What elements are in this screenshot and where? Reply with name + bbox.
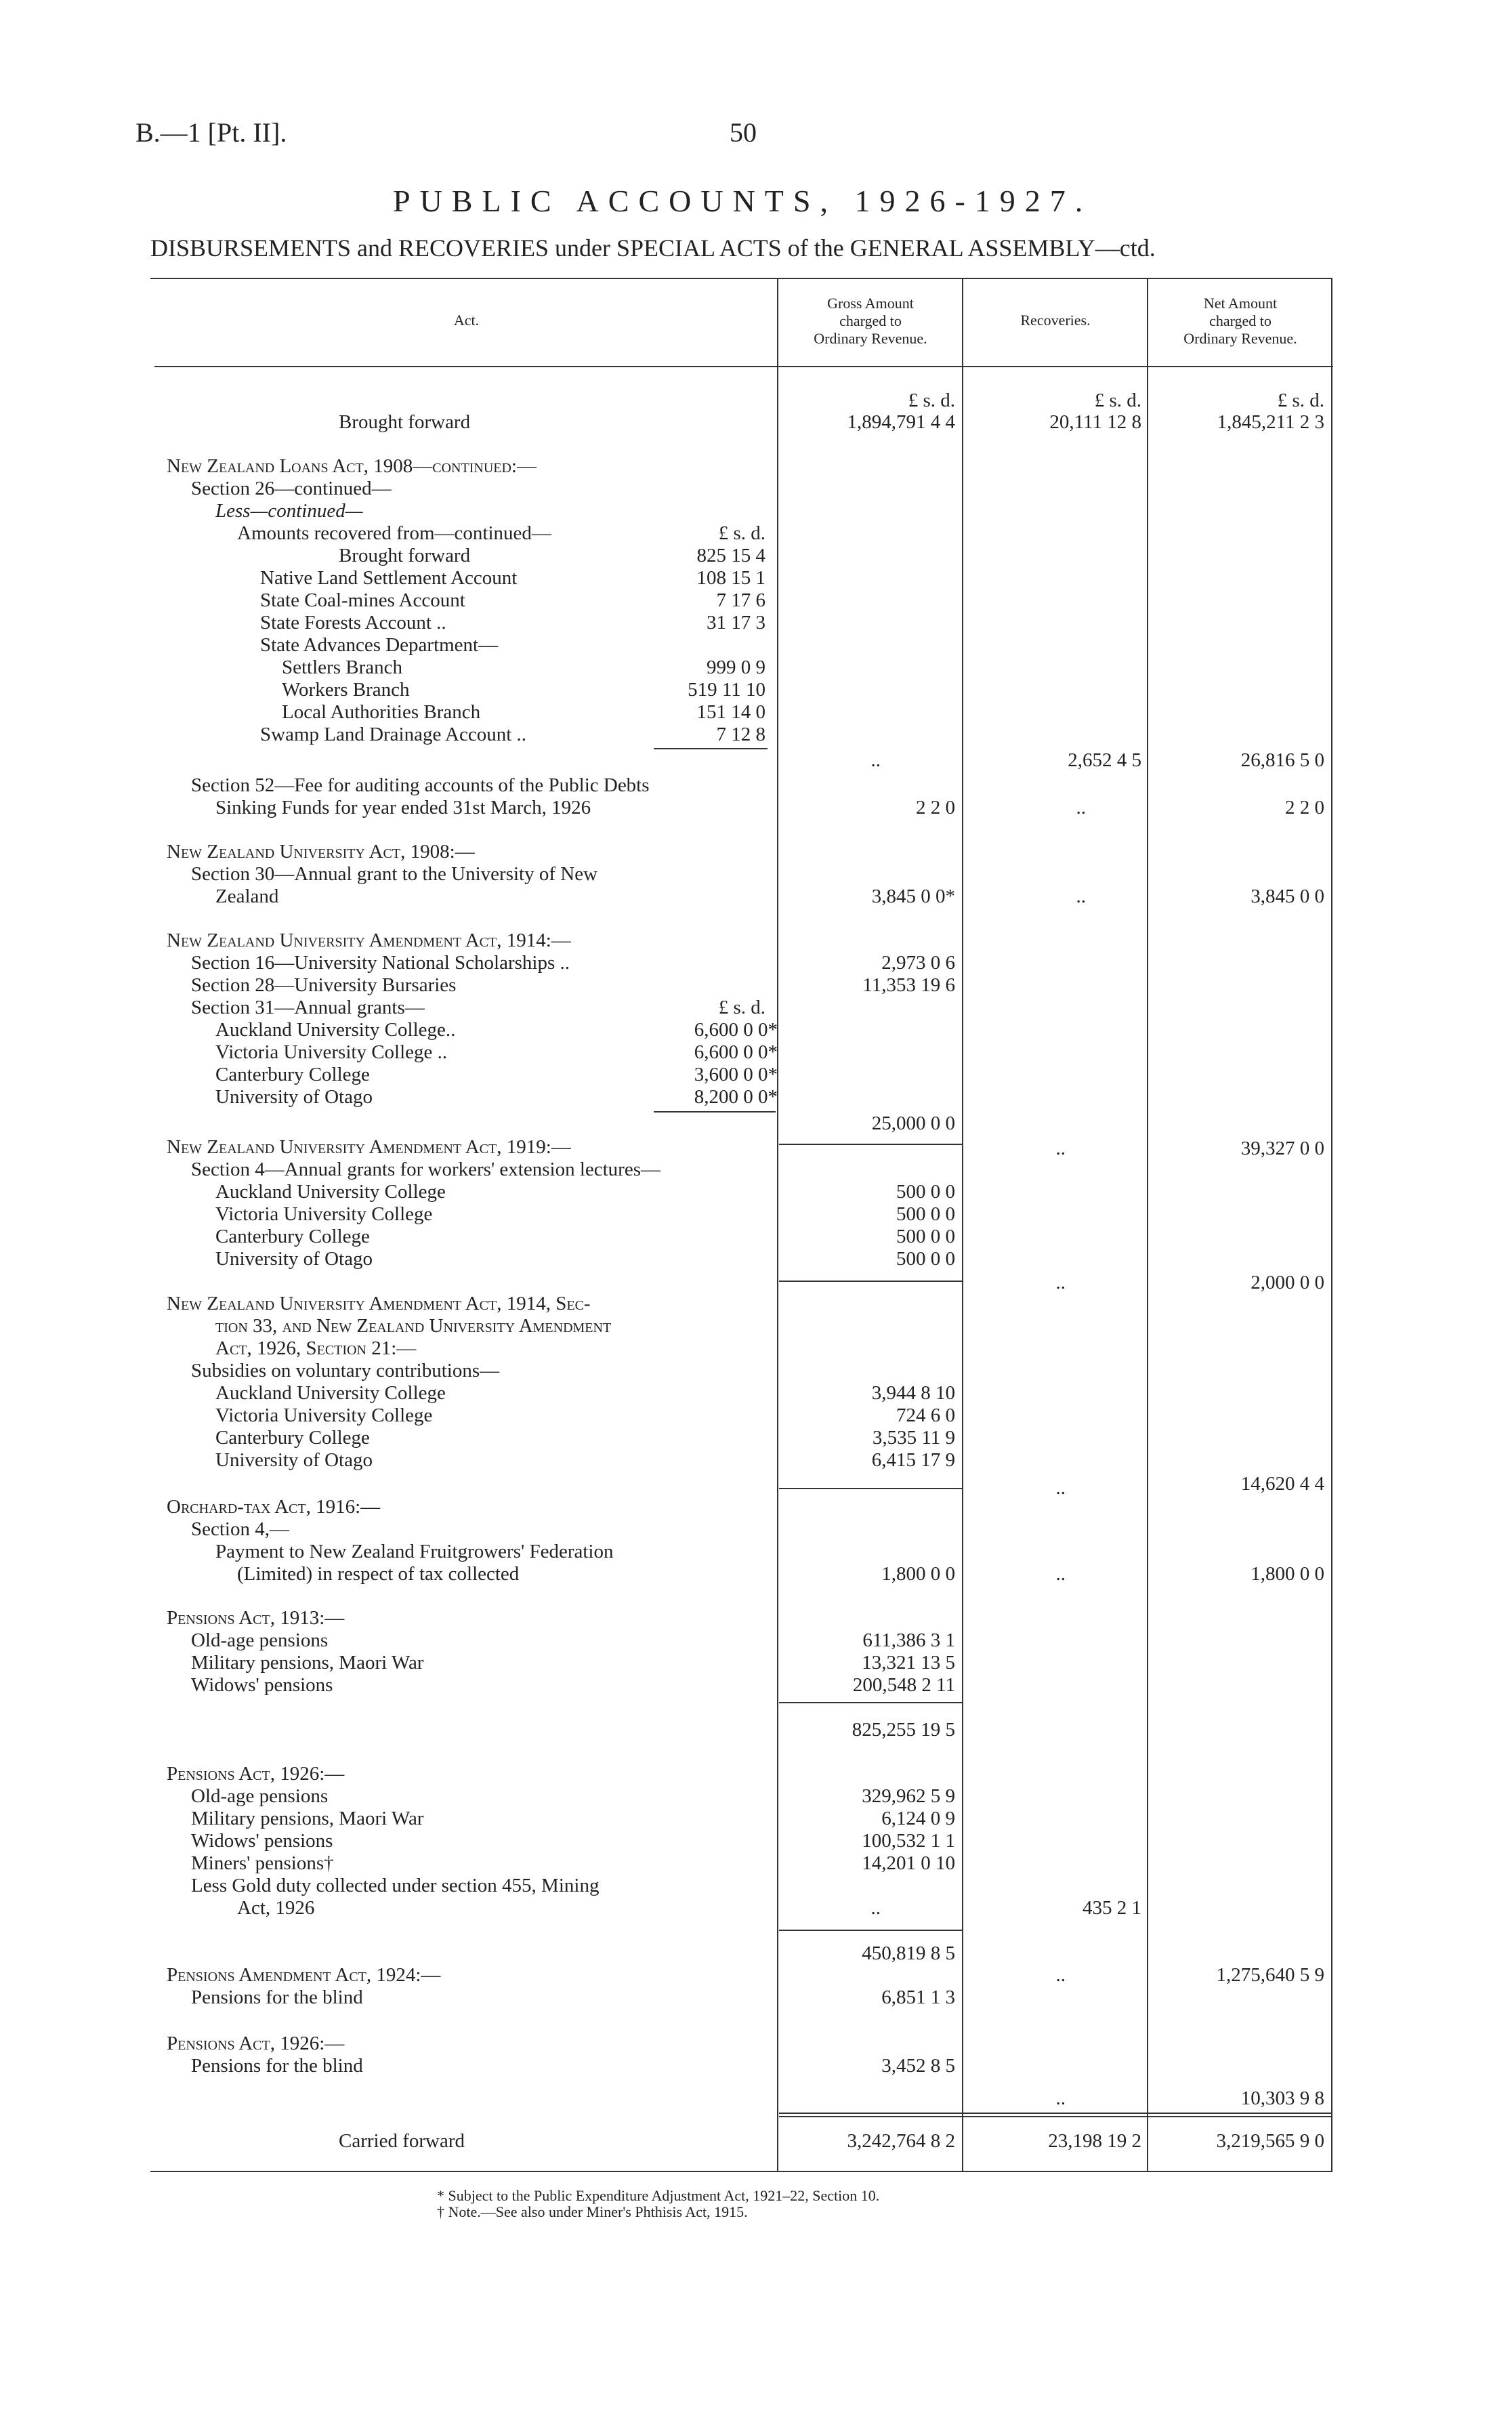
gross-value: .. bbox=[870, 1897, 881, 1919]
list-item: State Forests Account .. bbox=[260, 612, 446, 633]
act-heading: New Zealand University Amendment Act, 1914:— bbox=[167, 930, 571, 951]
list-item: University of Otago bbox=[215, 1449, 373, 1471]
table-top-rule bbox=[150, 278, 1332, 279]
brought-forward-gross: 1,894,791 4 4 bbox=[847, 411, 955, 433]
list-item: Canterbury College bbox=[215, 1427, 370, 1449]
gross-total: 25,000 0 0 bbox=[871, 1112, 955, 1134]
gross-value: 200,548 2 11 bbox=[852, 1674, 955, 1696]
section-line: Section 26—continued— bbox=[191, 478, 392, 499]
list-item-value: 8,200 0 0* bbox=[694, 1086, 778, 1108]
column-divider bbox=[1147, 279, 1148, 2171]
gross-value: 11,353 19 6 bbox=[862, 974, 955, 996]
list-item: Canterbury College bbox=[215, 1226, 370, 1247]
section-line: Section 4,— bbox=[191, 1518, 289, 1540]
gross-total: 825,255 19 5 bbox=[852, 1719, 955, 1741]
column-divider bbox=[1331, 279, 1332, 2171]
list-item: Victoria University College bbox=[215, 1203, 433, 1225]
list-item: Old-age pensions bbox=[191, 1785, 329, 1807]
gross-total: 450,819 8 5 bbox=[862, 1942, 955, 1964]
list-item-value: 7 17 6 bbox=[716, 589, 765, 611]
net-value: 39,327 0 0 bbox=[1240, 1138, 1324, 1159]
gross-value: 611,386 3 1 bbox=[862, 1629, 955, 1651]
act-heading: Pensions Amendment Act, 1924:— bbox=[167, 1964, 441, 1986]
carried-forward-gross: 3,242,764 8 2 bbox=[847, 2130, 955, 2152]
act-heading: Pensions Act, 1913:— bbox=[167, 1607, 345, 1629]
gross-value: 13,321 13 5 bbox=[862, 1652, 955, 1673]
section-line: Section 52—Fee for auditing accounts of the Public Debts bbox=[191, 774, 650, 796]
subtotal-rule bbox=[654, 1111, 776, 1112]
section-line: Less Gold duty collected under section 455, Mining bbox=[191, 1875, 600, 1896]
column-divider bbox=[777, 279, 778, 2171]
list-item-value: 108 15 1 bbox=[696, 567, 765, 589]
list-item: Canterbury College bbox=[215, 1064, 370, 1085]
section-line: Section 16—University National Scholarships .. bbox=[191, 952, 570, 974]
subtotal-rule bbox=[654, 748, 768, 749]
sec52-gross: 2 2 0 bbox=[916, 797, 955, 818]
section-line: Less—continued— bbox=[215, 500, 363, 522]
section-line: Amounts recovered from—continued— bbox=[237, 522, 551, 544]
footnote: † Note.—See also under Miner's Phthisis Act, 1915. bbox=[437, 2203, 748, 2220]
carried-forward-net: 3,219,565 9 0 bbox=[1216, 2130, 1324, 2152]
list-item: Miners' pensions† bbox=[191, 1852, 334, 1874]
act-heading: New Zealand University Amendment Act, 1919:— bbox=[167, 1136, 571, 1158]
gross-value: 500 0 0 bbox=[896, 1203, 955, 1225]
subtotal-rule bbox=[779, 1702, 962, 1703]
list-item: University of Otago bbox=[215, 1248, 373, 1270]
net-value: 3,845 0 0 bbox=[1251, 886, 1324, 907]
list-item-value: 3,600 0 0* bbox=[694, 1064, 778, 1085]
column-header-act: Act. bbox=[453, 312, 480, 329]
list-item: Pensions for the blind bbox=[191, 1987, 363, 2008]
section-line: Section 30—Annual grant to the University of New bbox=[191, 863, 598, 885]
list-item-value: 151 14 0 bbox=[696, 701, 765, 723]
recoveries-value: .. bbox=[1055, 1138, 1066, 1159]
gross-value: 500 0 0 bbox=[896, 1248, 955, 1270]
list-item-value: 6,600 0 0* bbox=[694, 1019, 778, 1041]
header-bottom-rule bbox=[154, 366, 1333, 367]
list-item-value: 825 15 4 bbox=[696, 545, 765, 566]
recoveries-value: .. bbox=[1076, 886, 1086, 907]
column-header-gross: Gross Amount charged to Ordinary Revenue. bbox=[814, 295, 927, 347]
list-item: Victoria University College bbox=[215, 1405, 433, 1426]
net-value: 10,303 9 8 bbox=[1240, 2087, 1324, 2109]
footnote: * Subject to the Public Expenditure Adjustment Act, 1921–22, Section 10. bbox=[437, 2187, 880, 2204]
net-value: 2,000 0 0 bbox=[1251, 1272, 1324, 1293]
column-header-recoveries: Recoveries. bbox=[1020, 312, 1091, 329]
gross-value: 100,532 1 1 bbox=[862, 1830, 955, 1852]
lsd-header: £ s. d. bbox=[1277, 390, 1324, 411]
net-value: 1,275,640 5 9 bbox=[1216, 1964, 1324, 1986]
list-item-value: 519 11 10 bbox=[688, 679, 765, 701]
act-heading: Act, 1926, Section 21:— bbox=[215, 1337, 417, 1359]
section-line: Section 4—Annual grants for workers' extension lectures— bbox=[191, 1159, 660, 1180]
list-item: Brought forward bbox=[339, 545, 471, 566]
carried-forward-rule bbox=[779, 2116, 1331, 2117]
page-subtitle: DISBURSEMENTS and RECOVERIES under SPECIAL ACTS of the GENERAL ASSEMBLY—ctd. bbox=[150, 234, 1156, 262]
subtotal-rule bbox=[779, 1144, 962, 1145]
net-value: 14,620 4 4 bbox=[1240, 1473, 1324, 1495]
section-line: Section 31—Annual grants— bbox=[191, 997, 425, 1018]
gross-value: 3,944 8 10 bbox=[871, 1382, 955, 1404]
section-line: Subsidies on voluntary contributions— bbox=[191, 1360, 500, 1381]
act-heading: Pensions Act, 1926:— bbox=[167, 1763, 345, 1785]
list-item: Native Land Settlement Account bbox=[260, 567, 518, 589]
act-heading: tion 33, and New Zealand University Amendment bbox=[215, 1315, 612, 1337]
gross-value: 6,124 0 9 bbox=[881, 1808, 955, 1829]
list-item: Auckland University College bbox=[215, 1382, 446, 1404]
page-title: PUBLIC ACCOUNTS, 1926-1927. bbox=[393, 184, 1093, 218]
list-item: Old-age pensions bbox=[191, 1629, 329, 1651]
gross-value: 329,962 5 9 bbox=[862, 1785, 955, 1807]
total-recoveries: 2,652 4 5 bbox=[1068, 749, 1141, 771]
lsd-header: £ s. d. bbox=[1094, 390, 1141, 411]
section-line: Act, 1926 bbox=[237, 1897, 315, 1919]
list-item-value: 999 0 9 bbox=[707, 657, 765, 678]
list-item: Military pensions, Maori War bbox=[191, 1808, 424, 1829]
list-item: Military pensions, Maori War bbox=[191, 1652, 424, 1673]
column-divider bbox=[962, 279, 963, 2171]
act-heading: New Zealand University Amendment Act, 1914, Sec- bbox=[167, 1293, 591, 1314]
list-item: State Advances Department— bbox=[260, 634, 499, 656]
table-bottom-rule bbox=[150, 2171, 1332, 2172]
brought-forward-recoveries: 20,111 12 8 bbox=[1049, 411, 1141, 433]
recoveries-value: .. bbox=[1055, 1563, 1066, 1585]
page-number: 50 bbox=[730, 117, 757, 148]
list-item: Auckland University College.. bbox=[215, 1019, 456, 1041]
column-header-net: Net Amount charged to Ordinary Revenue. bbox=[1183, 295, 1297, 347]
carried-forward-recoveries: 23,198 19 2 bbox=[1048, 2130, 1141, 2152]
list-item-value: 6,600 0 0* bbox=[694, 1041, 778, 1063]
recoveries-value: 435 2 1 bbox=[1083, 1897, 1141, 1919]
gross-value: 724 6 0 bbox=[896, 1405, 955, 1426]
gross-value: 6,851 1 3 bbox=[881, 1987, 955, 2008]
list-item-value: 7 12 8 bbox=[716, 724, 765, 745]
recoveries-value: .. bbox=[1055, 1964, 1066, 1986]
inner-lsd-header: £ s. d. bbox=[718, 997, 765, 1018]
total-gross: .. bbox=[870, 749, 881, 771]
sec52-net: 2 2 0 bbox=[1285, 797, 1324, 818]
list-item: Settlers Branch bbox=[282, 657, 402, 678]
section-line: Section 28—University Bursaries bbox=[191, 974, 457, 996]
gross-value: 6,415 17 9 bbox=[871, 1449, 955, 1471]
list-item: Widows' pensions bbox=[191, 1830, 333, 1852]
net-value: 1,800 0 0 bbox=[1251, 1563, 1324, 1585]
inner-lsd-header: £ s. d. bbox=[718, 522, 765, 544]
list-item: Swamp Land Drainage Account .. bbox=[260, 724, 527, 745]
act-heading: Pensions Act, 1926:— bbox=[167, 2033, 345, 2054]
act-heading: New Zealand Loans Act, 1908—continued:— bbox=[167, 455, 537, 477]
gross-value: 1,800 0 0 bbox=[881, 1563, 955, 1585]
brought-forward-label: Brought forward bbox=[339, 411, 471, 433]
act-heading: New Zealand University Act, 1908:— bbox=[167, 841, 475, 862]
lsd-header: £ s. d. bbox=[908, 390, 955, 411]
gross-value: 3,535 11 9 bbox=[872, 1427, 955, 1449]
list-item: State Coal-mines Account bbox=[260, 589, 465, 611]
carried-forward-rule bbox=[779, 2113, 1331, 2114]
subtotal-rule bbox=[779, 1281, 962, 1282]
total-net: 26,816 5 0 bbox=[1240, 749, 1324, 771]
list-item: Victoria University College .. bbox=[215, 1041, 448, 1063]
gross-value: 14,201 0 10 bbox=[862, 1852, 955, 1874]
section-line: (Limited) in respect of tax collected bbox=[237, 1563, 520, 1585]
section-line: Payment to New Zealand Fruitgrowers' Federation bbox=[215, 1541, 614, 1562]
section-line: Sinking Funds for year ended 31st March, 1926 bbox=[215, 797, 591, 818]
recoveries-value: .. bbox=[1055, 2087, 1066, 2109]
sec52-recoveries: .. bbox=[1076, 797, 1086, 818]
list-item: Widows' pensions bbox=[191, 1674, 333, 1696]
gross-value: 3,845 0 0* bbox=[871, 886, 955, 907]
list-item: Auckland University College bbox=[215, 1181, 446, 1203]
list-item: Local Authorities Branch bbox=[282, 701, 481, 723]
section-line: Zealand bbox=[215, 886, 279, 907]
list-item: University of Otago bbox=[215, 1086, 373, 1108]
document-reference: B.—1 [Pt. II]. bbox=[135, 117, 287, 148]
subtotal-rule bbox=[779, 1930, 962, 1931]
recoveries-value: .. bbox=[1055, 1272, 1066, 1293]
gross-value: 500 0 0 bbox=[896, 1226, 955, 1247]
list-item: Pensions for the blind bbox=[191, 2055, 363, 2077]
list-item-value: 31 17 3 bbox=[707, 612, 765, 633]
gross-value: 2,973 0 6 bbox=[881, 952, 955, 974]
carried-forward-label: Carried forward bbox=[339, 2130, 465, 2152]
subtotal-rule bbox=[779, 1488, 962, 1489]
brought-forward-net: 1,845,211 2 3 bbox=[1217, 411, 1324, 433]
gross-value: 500 0 0 bbox=[896, 1181, 955, 1203]
act-heading: Orchard-tax Act, 1916:— bbox=[167, 1496, 381, 1518]
gross-value: 3,452 8 5 bbox=[881, 2055, 955, 2077]
list-item: Workers Branch bbox=[282, 679, 410, 701]
recoveries-value: .. bbox=[1055, 1477, 1066, 1499]
